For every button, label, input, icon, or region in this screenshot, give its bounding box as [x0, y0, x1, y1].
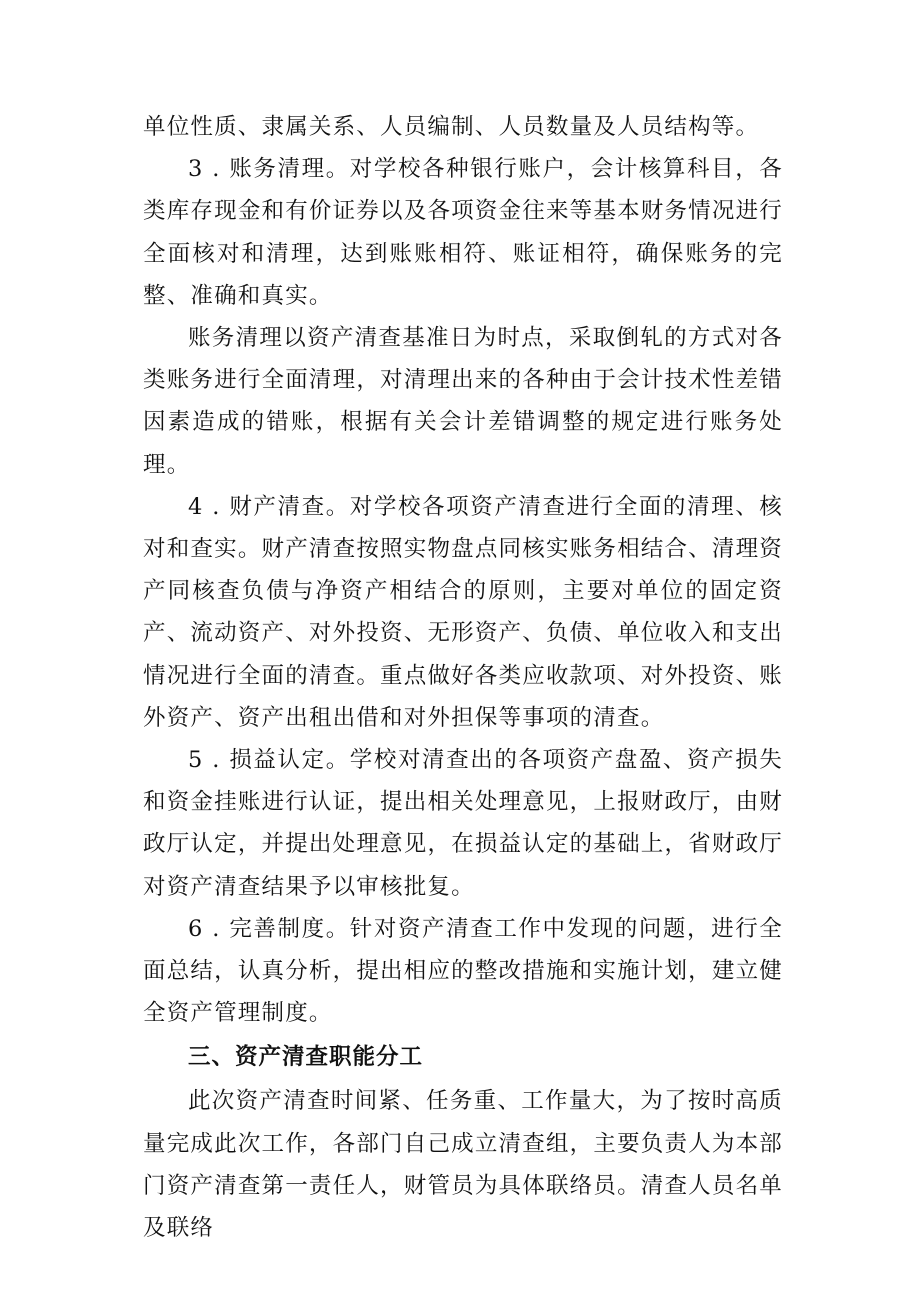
- paragraph-profit-loss-recognition: 5 . 损益认定。学校对清查出的各项资产盘盈、资产损失和资金挂账进行认证，提出相关处理意见，上报财政厅，由财政厅认定，并提出处理意见，在损益认定的基础上，省财政厅对资产清查结果予以审核批复。: [143, 747, 783, 900]
- paragraph-account-cleanup: 3 . 账务清理。对学校各种银行账户，会计核算科目，各类库存现金和有价证券以及各项资金往来等基本财务情况进行全面核对和清理，达到账账相符、账证相符，确保账务的完整、准确和真实。: [143, 156, 783, 309]
- document-body: [143, 106, 783, 1249]
- paragraph-improve-system: 6 . 完善制度。针对资产清查工作中发现的问题，进行全面总结，认真分析，提出相应的整改措施和实施计划，建立健全资产管理制度。: [143, 915, 783, 1027]
- paragraph-property-inventory: 4 . 财产清查。对学校各项资产清查进行全面的清理、核对和查实。财产清查按照实物盘点同核实账务相结合、清理资产同核查负债与净资产相结合的原则，主要对单位的固定资产、流动资产、对外投资、无形资产、负债、单位收入和支出情况进行全面的清查。重点做好各类应收款项、对外投资、账外资产、资产出租出借和对外担保等事项的清查。: [143, 493, 783, 731]
- paragraph-account-cleanup-method: 账务清理以资产清查基准日为时点，采取倒轧的方式对各类账务进行全面清理，对清理出来的各种由于会计技术性差错因素造成的错账，根据有关会计差错调整的规定进行账务处理。: [143, 325, 783, 478]
- section-heading: 三、资产清查职能分工: [188, 1044, 424, 1071]
- paragraph-division-of-duties: 此次资产清查时间紧、任务重、工作量大，为了按时高质量完成此次工作，各部门自己成立清查组，主要负责人为本部门资产清查第一责任人，财管员为具体联络员。清查人员名单及联络: [143, 1088, 783, 1242]
- paragraph-continued: 单位性质、隶属关系、人员编制、人员数量及人员结构等。: [143, 114, 760, 140]
